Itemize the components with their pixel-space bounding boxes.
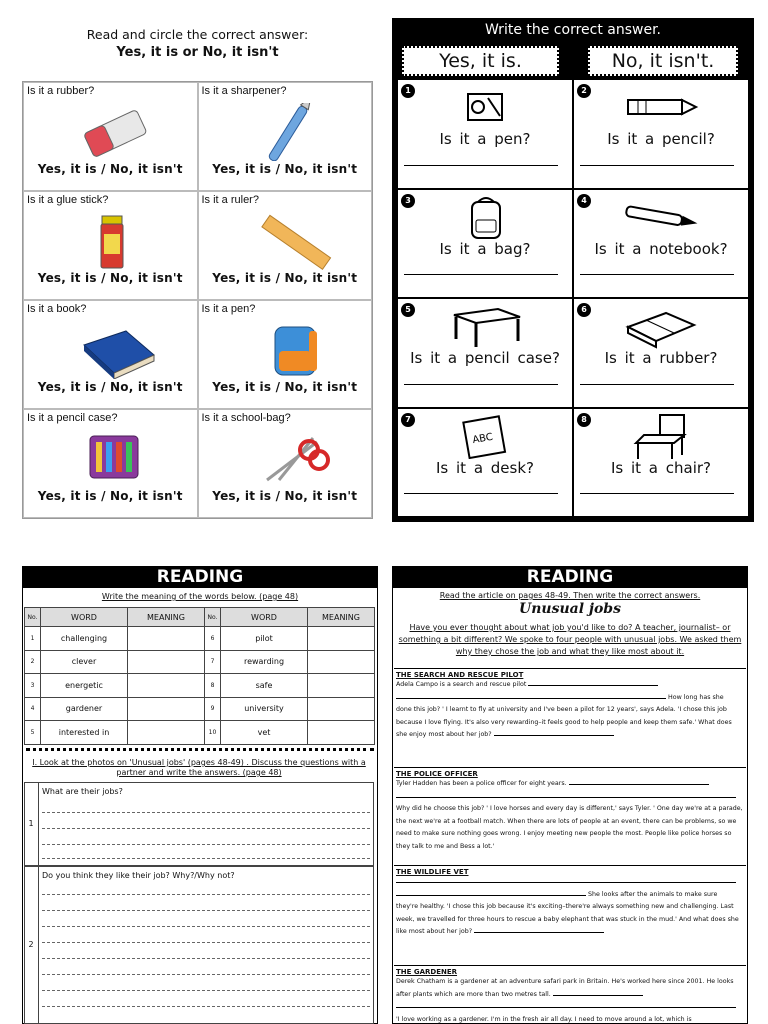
section-title: THE WILDLIFE VET (396, 868, 469, 876)
article-section (394, 668, 746, 767)
ruler-icon (239, 212, 339, 270)
circle-item-answer[interactable]: Yes, it is / No, it isn't (37, 380, 183, 394)
answer-blank[interactable] (396, 698, 666, 699)
circle-item (23, 191, 198, 300)
write-item (574, 299, 748, 407)
answer-line[interactable] (42, 1006, 370, 1007)
reading2-title: READING (392, 566, 748, 588)
answer-line[interactable] (42, 926, 370, 927)
book-icon (448, 413, 523, 459)
vocab-word: energetic (41, 674, 128, 698)
pen-icon (239, 103, 339, 161)
vocab-meaning-cell[interactable] (308, 627, 375, 651)
circle-item-answer[interactable]: Yes, it is / No, it isn't (37, 271, 183, 285)
section-text (394, 778, 746, 853)
write-item-question: Is it a pen? (439, 130, 531, 148)
rubber-icon (64, 103, 164, 161)
answer-line[interactable] (42, 910, 370, 911)
question-number: 2 (24, 866, 39, 1024)
circle-item (198, 300, 373, 409)
circle-sheet-instruction: Read and circle the correct answer: (86, 27, 309, 42)
article-section (394, 965, 746, 1024)
vocab-meaning-cell[interactable] (128, 697, 205, 721)
section-question: How long has she (668, 693, 724, 701)
answer-blank[interactable] (396, 797, 736, 798)
scissors-icon (239, 430, 339, 488)
section-body-continued: 'I love working as a gardener. I'm in the fresh air all day. I need to move around a lot, which is (396, 1015, 692, 1023)
vocab-header-row (25, 608, 375, 627)
answer-blank[interactable] (553, 995, 643, 996)
circle-item (198, 82, 373, 191)
write-item-question: Is it a desk? (436, 458, 534, 477)
answer-blank[interactable] (528, 685, 658, 686)
vocab-row (25, 674, 375, 698)
vocab-word: clever (41, 650, 128, 674)
item-number: 5 (401, 303, 415, 317)
vocab-meaning-cell[interactable] (128, 627, 205, 651)
vocab-meaning-cell[interactable] (128, 650, 205, 674)
write-item-question: Is it a bag? (439, 239, 531, 258)
answer-line[interactable] (404, 384, 558, 385)
write-item (398, 190, 572, 298)
col-no: No. (25, 608, 41, 627)
write-item-question: Is it a notebook? (594, 239, 728, 258)
article-section (394, 865, 746, 965)
write-sheet-title: Write the correct answer. (484, 22, 662, 38)
answer-blank[interactable] (474, 932, 604, 933)
write-item (398, 299, 572, 407)
circle-item-question: Is it a pencil case? (27, 412, 118, 424)
answer-blank[interactable] (569, 784, 709, 785)
write-item-question: Is it a chair? (610, 458, 712, 477)
discussion-task: I. Look at the photos on 'Unusual jobs' (pages 48-49) . Discuss the questions with a partner and write the answers. (page 48) (32, 758, 366, 777)
write-item (398, 409, 572, 517)
section-text (394, 976, 746, 1024)
vocab-word: safe (221, 674, 308, 698)
answer-line[interactable] (42, 974, 370, 975)
vocab-meaning-cell[interactable] (128, 674, 205, 698)
vocab-num: 3 (25, 674, 41, 698)
section-question: She looks after the animals to make sure (588, 890, 718, 898)
answer-blank[interactable] (396, 895, 586, 896)
sharpener-icon (448, 84, 523, 130)
answer-line[interactable] (580, 384, 734, 385)
answer-blank[interactable] (396, 1007, 736, 1008)
vocab-meaning-cell[interactable] (128, 721, 205, 745)
circle-sheet-options: Yes, it is or No, it isn't (116, 45, 279, 60)
vocab-row (25, 650, 375, 674)
circle-item (198, 409, 373, 518)
col-no: No. (205, 608, 221, 627)
circle-item-answer[interactable]: Yes, it is / No, it isn't (37, 489, 183, 503)
desk-icon (448, 303, 523, 349)
section-lead: Adela Campo is a search and rescue pilot (396, 681, 527, 688)
vocab-word: pilot (221, 627, 308, 651)
chair-icon (624, 413, 699, 459)
section-body: Why did he choose this job? ' I love horses and every day is different,' says Tyler. ' One day we're at a parade, the next we're at a football match. When there are lots of people at an event, there can be problems, so we need to make sure nothing goes wrong. I enjoy meeting new people the most. People like police horses so they talk to me and Bess a lot.' (396, 805, 743, 850)
circle-item-answer[interactable]: Yes, it is / No, it isn't (212, 380, 358, 394)
answer-line[interactable] (42, 894, 370, 895)
vocab-row (25, 627, 375, 651)
section-title: THE POLICE OFFICER (396, 770, 478, 778)
col-meaning: MEANING (308, 608, 375, 627)
item-number: 8 (577, 413, 591, 427)
book-icon (64, 321, 164, 379)
vocab-meaning-cell[interactable] (308, 697, 375, 721)
col-meaning: MEANING (128, 608, 205, 627)
vocab-table (24, 607, 375, 745)
section-body: they're healthy. 'I chose this job because it's exciting–there're always something new and challenging. Last week, we travelled for three hours to rescue a baby elephant that was stuck in the mud.' And what does she like most about her job? (396, 903, 739, 935)
vocab-num: 10 (205, 721, 221, 745)
write-item (398, 80, 572, 188)
vocab-num: 7 (205, 650, 221, 674)
circle-sheet-grid (22, 81, 373, 519)
vocab-num: 2 (25, 650, 41, 674)
circle-item (23, 409, 198, 518)
vocab-row (25, 697, 375, 721)
pen-icon (624, 194, 699, 240)
answer-line[interactable] (580, 493, 734, 494)
circle-item-question: Is it a glue stick? (27, 194, 109, 206)
section-body: Derek Chatham is a gardener at an adventure safari park in Britain. He's worked here since 2001. He looks after plants which are more than two metres tall. (396, 978, 734, 998)
answer-box-yes: Yes, it is. (402, 46, 559, 76)
section-text (394, 679, 746, 742)
answer-line[interactable] (404, 274, 558, 275)
vocab-word: gardener (41, 697, 128, 721)
col-word: WORD (41, 608, 128, 627)
vocab-num: 5 (25, 721, 41, 745)
section-text (394, 876, 746, 939)
circle-item-answer[interactable]: Yes, it is / No, it isn't (212, 271, 358, 285)
section-body: done this job? ' I learnt to fly at university and I've been a pilot for 12 years', says Adela. 'I chose this job because I love flying. It's also very rewarding–it feels good to help people and keep them safe.' What does she enjoy most about her job? (396, 706, 732, 738)
pencil-icon (624, 84, 699, 130)
circle-item-question: Is it a school-bag? (201, 412, 291, 424)
pencil-case-icon (64, 430, 164, 488)
write-item-question: Is it a pencil? (607, 130, 715, 148)
write-item-question: Is it a rubber? (604, 349, 718, 367)
answer-line[interactable] (42, 958, 370, 959)
vocab-num: 9 (205, 697, 221, 721)
vocab-meaning-cell[interactable] (308, 674, 375, 698)
article-section (394, 767, 746, 865)
rubber-icon (624, 303, 699, 349)
answer-box-no: No, it isn't. (588, 46, 738, 76)
item-number: 3 (401, 194, 415, 208)
bag-icon (448, 194, 523, 240)
answer-line[interactable] (42, 858, 370, 859)
answer-line[interactable] (580, 165, 734, 166)
section-title: THE GARDENER (396, 968, 458, 976)
vocab-meaning-cell[interactable] (308, 650, 375, 674)
answer-line[interactable] (42, 812, 370, 813)
answer-line[interactable] (42, 990, 370, 991)
reading2-instruction: Read the article on pages 48-49. Then write the correct answers. (439, 591, 701, 600)
answer-line[interactable] (580, 274, 734, 275)
vocab-word: interested in (41, 721, 128, 745)
write-item (574, 190, 748, 298)
vocab-num: 1 (25, 627, 41, 651)
circle-item-answer[interactable]: Yes, it is / No, it isn't (212, 489, 358, 503)
circle-item-question: Is it a ruler? (201, 194, 259, 206)
circle-item (23, 82, 198, 191)
glue-stick-icon (64, 212, 164, 270)
circle-item (198, 191, 373, 300)
write-item (574, 80, 748, 188)
vocab-row (25, 721, 375, 745)
section-title: THE SEARCH AND RESCUE PILOT (396, 671, 524, 679)
reading1-instruction: Write the meaning of the words below. (page 48) (101, 592, 299, 601)
question-text: What are their jobs? (42, 787, 123, 796)
circle-item-question: Is it a rubber? (27, 85, 95, 97)
item-number: 6 (577, 303, 591, 317)
write-item (574, 409, 748, 517)
circle-item-question: Is it a pen? (201, 303, 256, 315)
school-bag-icon (239, 321, 339, 379)
item-number: 2 (577, 84, 591, 98)
question-box (24, 866, 374, 1024)
item-number: 4 (577, 194, 591, 208)
vocab-num: 6 (205, 627, 221, 651)
vocab-word: vet (221, 721, 308, 745)
write-item-question: Is it a pencil case? (410, 349, 560, 367)
vocab-word: university (221, 697, 308, 721)
book-cover-label: ABC (471, 431, 494, 446)
answer-blank[interactable] (494, 735, 614, 736)
vocab-meaning-cell[interactable] (308, 721, 375, 745)
vocab-num: 4 (25, 697, 41, 721)
article-intro: Have you ever thought about what job you'd like to do? A teacher, journalist– or something a bit different? We spoke to four people with unusual jobs. We asked them why they chose the job and what they like most about it. (398, 623, 742, 656)
write-sheet-grid (398, 80, 748, 516)
answer-line[interactable] (42, 942, 370, 943)
answer-line[interactable] (42, 828, 370, 829)
article-title: Unusual jobs (519, 601, 621, 617)
circle-item-answer[interactable]: Yes, it is / No, it isn't (212, 162, 358, 176)
circle-item (23, 300, 198, 409)
circle-item-answer[interactable]: Yes, it is / No, it isn't (37, 162, 183, 176)
circle-sheet-header (20, 26, 375, 62)
vocab-word: rewarding (221, 650, 308, 674)
reading1-title: READING (22, 566, 378, 588)
question-number: 1 (24, 782, 39, 866)
section-lead: Tyler Hadden has been a police officer for eight years. (396, 780, 567, 787)
circle-item-question: Is it a book? (27, 303, 87, 315)
vocab-word: challenging (41, 627, 128, 651)
col-word: WORD (221, 608, 308, 627)
item-number: 7 (401, 413, 415, 427)
answer-blank[interactable] (396, 882, 736, 883)
vocab-num: 8 (205, 674, 221, 698)
answer-line[interactable] (404, 165, 558, 166)
answer-line[interactable] (42, 844, 370, 845)
answer-line[interactable] (404, 493, 558, 494)
question-text: Do you think they like their job? Why?/Why not? (42, 871, 235, 880)
circle-item-question: Is it a sharpener? (201, 85, 287, 97)
divider (26, 748, 374, 751)
item-number: 1 (401, 84, 415, 98)
